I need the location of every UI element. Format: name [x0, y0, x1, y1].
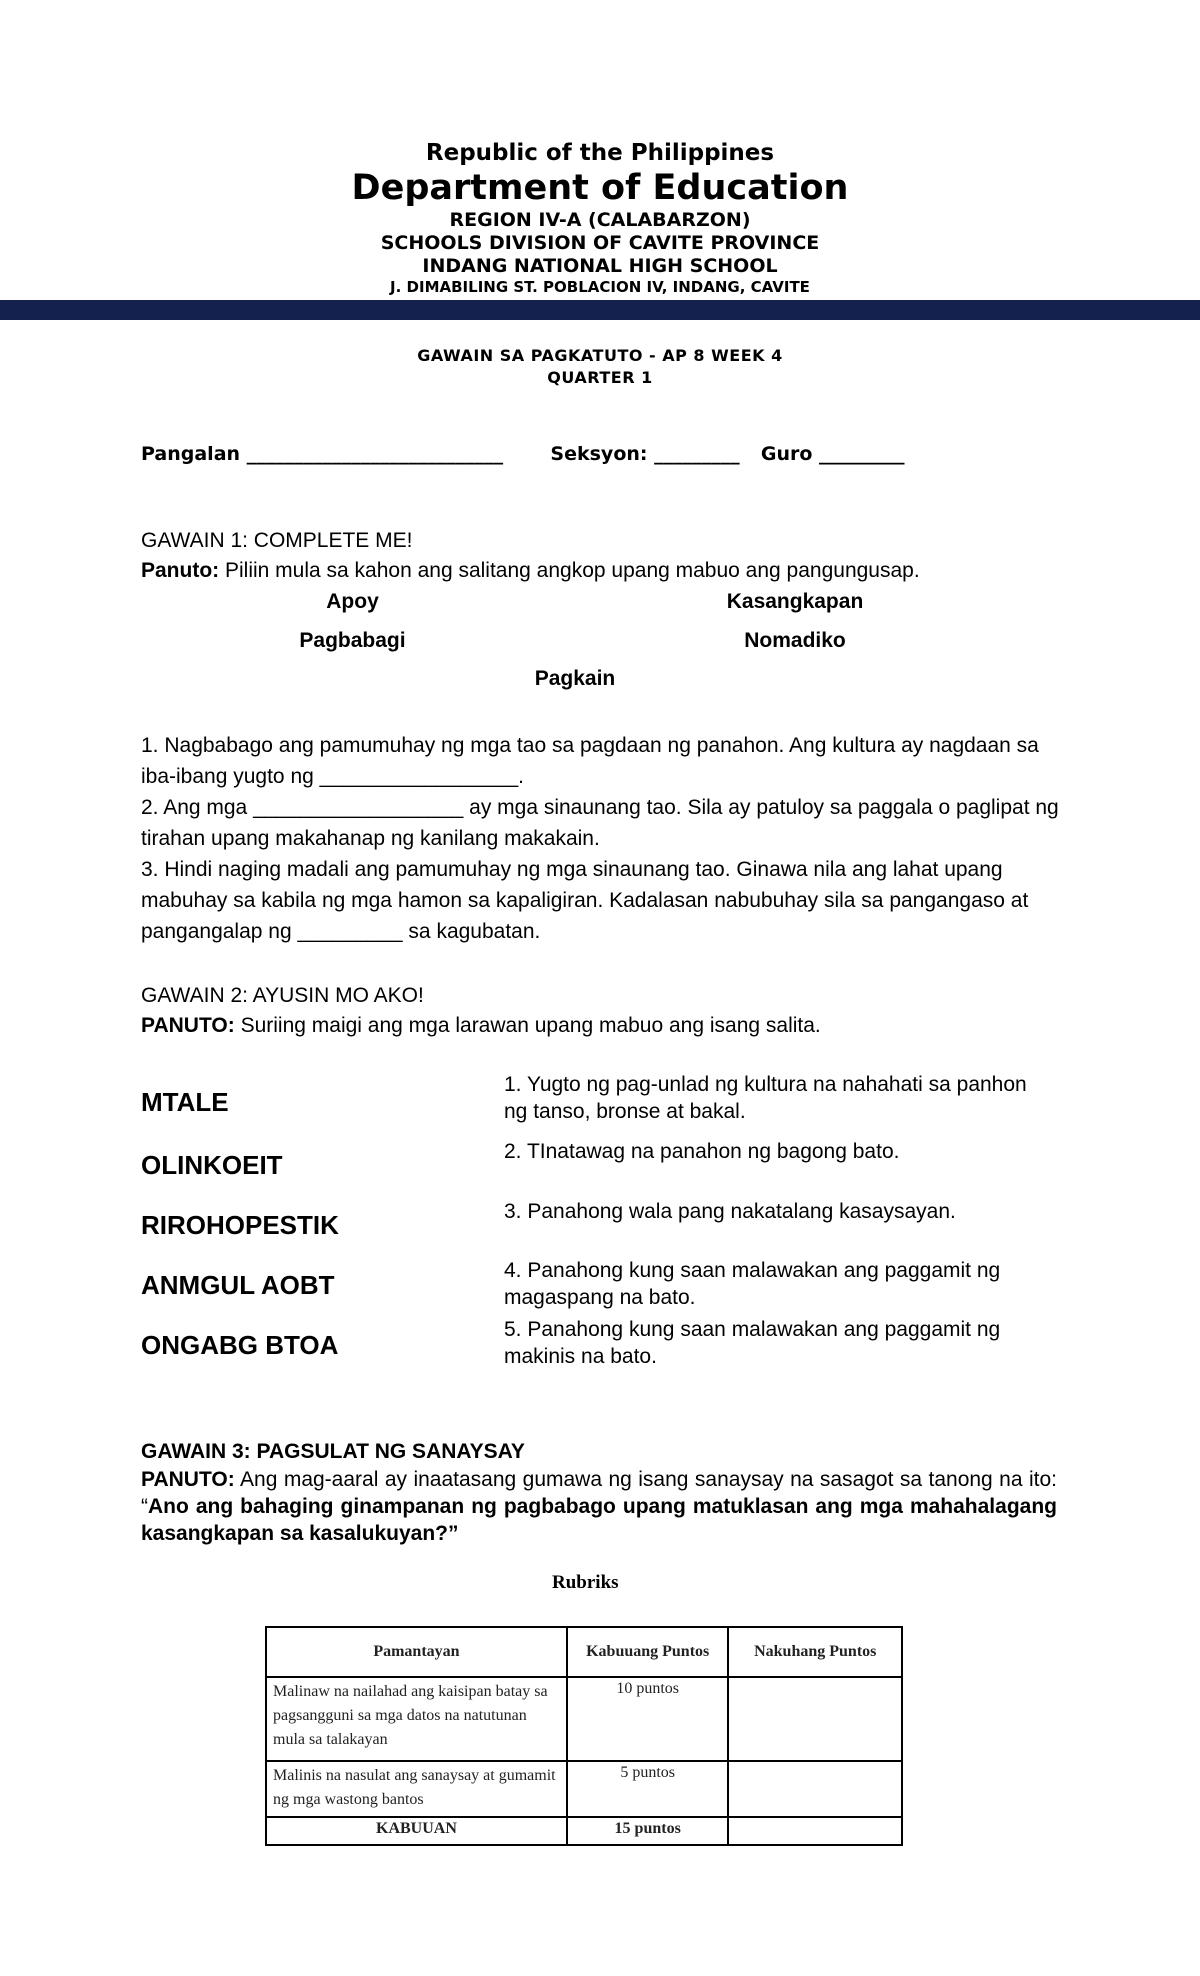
- rubric-header-row: [266, 1627, 902, 1677]
- choice-word: Pagkain: [534, 667, 616, 690]
- scrambled-word: RIROHOPESTIK: [141, 1210, 339, 1240]
- division-label: SCHOOLS DIVISION OF CAVITE PROVINCE: [380, 232, 820, 254]
- rubric-header: Pamantayan: [266, 1627, 567, 1677]
- region-label: REGION IV-A (CALABARZON): [449, 209, 751, 231]
- teacher-field[interactable]: _________: [819, 443, 905, 465]
- header-band: [0, 300, 1200, 320]
- definition-item: 3. Panahong wala pang nakatalang kasaysayan.: [504, 1200, 956, 1223]
- gawain2-instruction: [141, 1010, 1061, 1041]
- section-label: Seksyon:: [550, 443, 648, 465]
- gawain1-instruction: [141, 555, 1061, 586]
- rubric-total-points: 15 puntos: [567, 1817, 729, 1845]
- scrambled-word: MTALE: [141, 1087, 229, 1117]
- gawain1-instruction-text: Piliin mula sa kahon ang salitang angkop upang mabuo ang pangungusap.: [219, 559, 920, 582]
- gawain3-question: Ano ang bahaging ginampanan ng pagbabago upang matuklasan ang mga mahahalagang kasangkapan sa kasalukuyan?”: [141, 1495, 1057, 1545]
- choice-word: Kasangkapan: [726, 590, 864, 613]
- choice-word: Apoy: [326, 590, 379, 613]
- scrambled-word: OLINKOEIT: [141, 1150, 283, 1180]
- address-label: J. DIMABILING ST. POBLACION IV, INDANG, CAVITE: [390, 278, 810, 296]
- name-label: Pangalan: [141, 443, 241, 465]
- definition-item: 5. Panahong kung saan malawakan ang paggamit ng makinis na bato.: [504, 1318, 1001, 1368]
- rubric-earned-cell[interactable]: [728, 1761, 902, 1817]
- definition-item: 4. Panahong kung saan malawakan ang paggamit ng magaspang na bato.: [504, 1259, 1001, 1309]
- gawain1-item: 2. Ang mga __________________ ay mga sinaunang tao. Sila ay patuloy sa paggala o paglipat ng tirahan upang makahanap ng kanilang makakain.: [141, 796, 1059, 850]
- definition-item: 2. TInatawag na panahon ng bagong bato.: [504, 1140, 900, 1163]
- rubric-criterion: Malinis na nasulat ang sanaysay at gumamit ng mga wastong bantos: [266, 1761, 567, 1817]
- rubric-points: 10 puntos: [567, 1677, 729, 1761]
- gawain1-instruction-label: Panuto:: [141, 559, 220, 582]
- school-label: INDANG NATIONAL HIGH SCHOOL: [422, 255, 778, 277]
- gawain3-instruction-text: Ang mag-aaral ay inaatasang gumawa ng isang sanaysay na sasagot sa tanong na ito: “: [141, 1468, 1057, 1518]
- gawain3-instruction-label: PANUTO:: [141, 1468, 235, 1491]
- choice-word: Pagbabagi: [299, 629, 406, 652]
- gawain3-instruction: [141, 1466, 1057, 1547]
- teacher-label: Guro: [760, 443, 813, 465]
- rubric-criterion: Malinaw na nailahad ang kaisipan batay sa pagsangguni sa mga datos na natutunan mula sa talakayan: [266, 1677, 567, 1761]
- rubric-title: Rubriks: [552, 1572, 619, 1593]
- worksheet-title: GAWAIN SA PAGKATUTO - AP 8 WEEK 4: [417, 346, 783, 365]
- choice-word: Nomadiko: [744, 629, 846, 652]
- rubric-row: [266, 1677, 902, 1761]
- gawain1-item: 3. Hindi naging madali ang pamumuhay ng mga sinaunang tao. Ginawa nila ang lahat upang mabuhay sa kabila ng mga hamon sa kapaligiran. Kadalasan nabubuhay sila sa pangangaso at pangangalap ng _________ sa kagubatan.: [141, 858, 1029, 943]
- rubric-total-earned-cell[interactable]: [728, 1817, 902, 1845]
- name-field[interactable]: ___________________________: [246, 443, 504, 465]
- republic-label: Republic of the Philippines: [425, 140, 775, 166]
- student-info-row: [141, 443, 905, 465]
- scrambled-word: ONGABG BTOA: [141, 1330, 339, 1360]
- rubric-total-row: [266, 1817, 902, 1845]
- gawain2-instruction-label: PANUTO:: [141, 1014, 235, 1037]
- gawain2-instruction-text: Suriing maigi ang mga larawan upang mabuo ang isang salita.: [234, 1014, 821, 1037]
- rubric-header: Kabuuang Puntos: [567, 1627, 729, 1677]
- gawain1-item: 1. Nagbabago ang pamumuhay ng mga tao sa pagdaan ng panahon. Ang kultura ay nagdaan sa iba-ibang yugto ng _________________.: [141, 734, 1039, 788]
- gawain3-heading: GAWAIN 3: PAGSULAT NG SANAYSAY: [141, 1440, 525, 1463]
- definition-item: 1. Yugto ng pag-unlad ng kultura na nahahati sa panhon ng tanso, bronse at bakal.: [504, 1073, 1027, 1123]
- rubric-total-label: KABUUAN: [266, 1817, 567, 1845]
- department-title: Department of Education: [351, 168, 849, 208]
- gawain2-heading: GAWAIN 2: AYUSIN MO AKO!: [141, 984, 424, 1007]
- rubric-header: Nakuhang Puntos: [728, 1627, 902, 1677]
- rubric-row: [266, 1761, 902, 1817]
- worksheet-quarter: QUARTER 1: [547, 368, 653, 387]
- rubric-table: [265, 1626, 903, 1846]
- rubric-earned-cell[interactable]: [728, 1677, 902, 1761]
- rubric-points: 5 puntos: [567, 1761, 729, 1817]
- gawain1-heading: GAWAIN 1: COMPLETE ME!: [141, 529, 413, 552]
- scrambled-word: ANMGUL AOBT: [141, 1270, 335, 1300]
- section-field[interactable]: _________: [654, 443, 740, 465]
